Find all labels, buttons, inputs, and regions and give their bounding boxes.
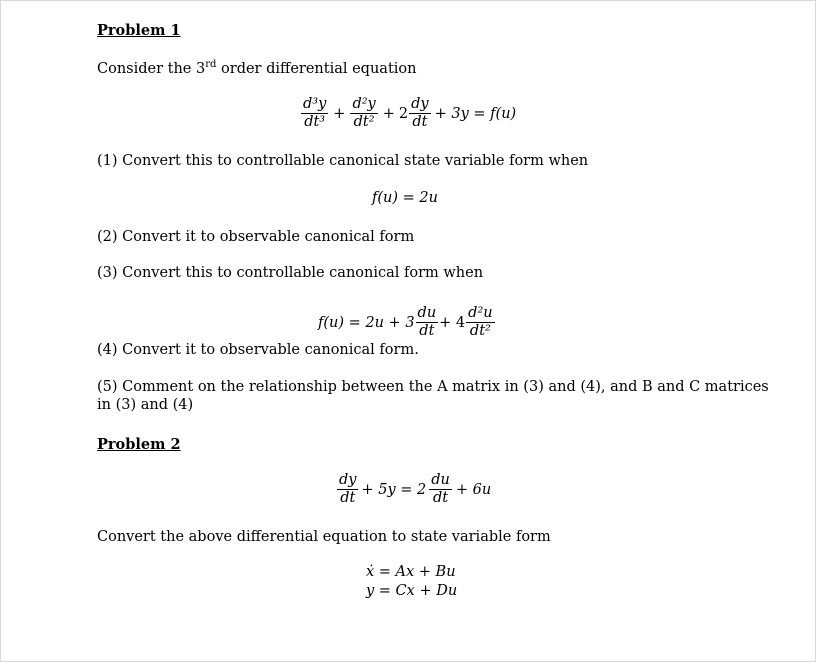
differential-equation-1: $\frac{\text{d³y}}{\text{dt³}}$ + $\frac{\text{d²y}}{\text{dt²}}$ + 2 $\frac{dy}{dt}$ + 3y = f(u) <box>303 96 517 130</box>
intro-superscript: rd <box>205 59 217 70</box>
problem-1-intro <box>97 59 416 77</box>
fraction-d2u-dt2 <box>466 305 494 340</box>
frac-numerator: du <box>417 305 437 321</box>
frac-denominator: dt <box>340 490 356 506</box>
item-2: (2) Convert it to observable canonical form <box>97 229 415 245</box>
equation-middle: + 5y = 2 <box>361 481 427 498</box>
fraction-du-dt <box>416 305 439 340</box>
frac-denominator: dt <box>412 114 428 130</box>
fraction-d3y-dt3 <box>301 96 328 131</box>
frac-denominator: dt³ <box>304 114 326 130</box>
item-3: (3) Convert this to controllable canonical form when <box>97 265 484 281</box>
frac-denominator: dt² <box>469 323 491 339</box>
equation-f-u-expanded <box>318 305 496 340</box>
equation-f-u-2u: f(u) = 2u <box>372 190 438 206</box>
frac-numerator: dy <box>339 472 357 488</box>
item-4: (4) Convert it to observable canonical form. <box>97 342 419 358</box>
frac-denominator: dt <box>433 490 449 506</box>
frac-numerator: d²y <box>352 96 376 112</box>
problem-2-text: Convert the above differential equation to state variable form <box>97 529 551 545</box>
frac-numerator: d³y <box>303 96 327 112</box>
equation-rest: + 3y = f(u) <box>434 105 517 122</box>
fraction-dy-dt <box>409 96 430 131</box>
item-5-line-1: (5) Comment on the relationship between the A matrix in (3) and (4), and B and C matrices <box>97 379 769 395</box>
fraction-du-dt <box>429 472 452 507</box>
state-equation-1: ẋ = Ax + Bu <box>366 564 456 580</box>
frac-numerator: du <box>431 472 450 488</box>
problem-2-heading: Problem 2 <box>97 436 181 453</box>
fraction-d2y-dt2 <box>350 96 377 131</box>
item-1: (1) Convert this to controllable canonical state variable form when <box>97 153 589 169</box>
equation-lhs: f(u) = 2u + 3 <box>318 314 415 331</box>
frac-numerator: d²u <box>468 305 493 321</box>
frac-denominator: dt² <box>353 114 375 130</box>
equation-rest: + 6u <box>455 481 492 498</box>
coefficient: + 4 <box>439 314 466 331</box>
state-equation-2: y = Cx + Du <box>366 583 458 599</box>
frac-numerator: dy <box>411 96 429 112</box>
problem-1-heading: Problem 1 <box>97 22 181 39</box>
frac-denominator: dt <box>419 323 435 339</box>
intro-prefix: Consider the 3 <box>97 60 206 77</box>
fraction-dy-dt <box>337 472 358 507</box>
coefficient: 2 <box>398 105 409 122</box>
item-5-line-2: in (3) and (4) <box>97 397 194 413</box>
differential-equation-2 <box>336 472 491 507</box>
intro-suffix: order differential equation <box>216 60 417 77</box>
